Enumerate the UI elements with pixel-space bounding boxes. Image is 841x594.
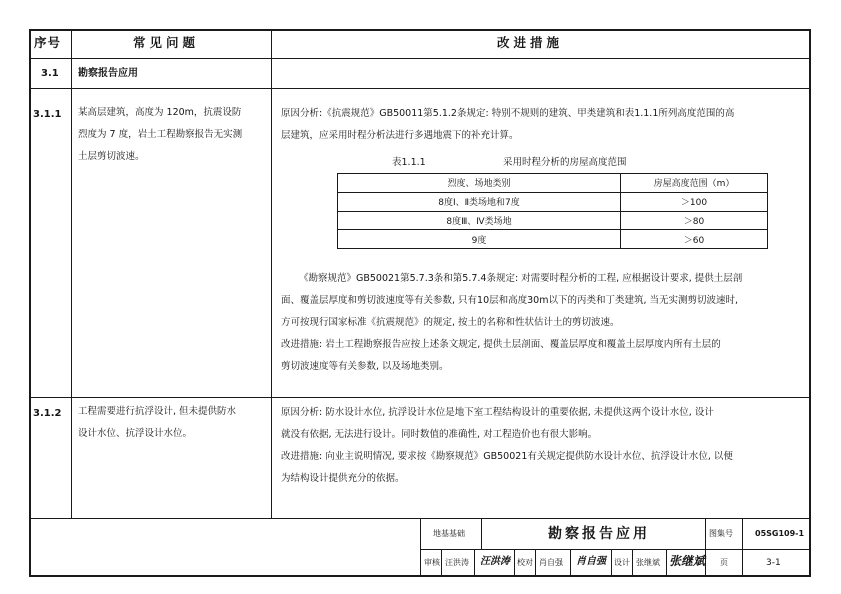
table-cell: ＞60 [621, 230, 768, 249]
border-left [29, 29, 31, 577]
item-measures: 原因分析: 防水设计水位, 抗浮设计水位是地下室工程结构设计的重要依据, 未提供这两个设计水位, 设计 就没有依据, 无法进行设计。同时数值的准确性, 对工程造价也有很大影响。 改进措施: 向业主说明情况, 要求按《勘察规范》GB50021有关规定提供防水设计水位、抗浮设计水位, 以便 为结构设计提供充分的依据。 [281, 407, 733, 484]
tb-design-label: 设计 [614, 558, 630, 567]
tb-atlas-number: 05SG109-1 [755, 529, 805, 538]
tb-vline [742, 518, 743, 576]
table-header-row [338, 174, 768, 193]
tb-sheet-title: 勘察报告应用 [548, 526, 650, 542]
tb-designer: 张继斌 [636, 558, 660, 567]
tb-vline [535, 549, 536, 576]
table-caption-number: 表1.1.1 [392, 157, 426, 168]
header-separator [29, 58, 811, 59]
tb-vline [514, 549, 515, 576]
header-measures: 改进措施 [497, 35, 564, 50]
table-row [338, 192, 768, 211]
table-cell: 8度Ⅰ、Ⅱ类场地和7度 [338, 192, 621, 211]
tb-checker-signature: 肖自强 [576, 556, 606, 567]
tb-checker: 肖自强 [539, 558, 563, 567]
header-problem: 常见问题 [133, 35, 200, 50]
tb-category: 地基基础 [433, 529, 465, 538]
height-range-table [337, 173, 768, 249]
tb-vline [481, 518, 482, 550]
tb-vline [632, 549, 633, 576]
cause-analysis: 原因分析:《抗震规范》GB50011第5.1.2条规定: 特别不规则的建筑、甲类建筑和表1.1.1所列高度范围的高 层建筑，应采用时程分析法进行多遇地震下的补充计算。 [281, 108, 735, 141]
tb-designer-signature: 张继斌 [669, 554, 706, 568]
item-problem: 某高层建筑，高度为 120m，抗震设防 烈度为 7 度，岩土工程勘察报告无实测 土层剪切波速。 [78, 107, 243, 162]
tb-vline [474, 549, 475, 576]
section-number: 3.1 [41, 68, 59, 79]
tb-vline [570, 549, 571, 576]
item-number: 3.1.1 [33, 109, 62, 120]
item-problem: 工程需要进行抗浮设计, 但未提供防水 设计水位、抗浮设计水位。 [78, 406, 237, 439]
tb-vline [420, 518, 421, 576]
col-divider-number [71, 29, 72, 518]
header-number: 序号 [34, 35, 62, 50]
title-block-divider [420, 549, 809, 550]
table-caption-title: 采用时程分析的房屋高度范围 [503, 157, 627, 168]
tb-vline [705, 518, 706, 576]
tb-check-label: 校对 [517, 558, 533, 567]
tb-vline [441, 549, 442, 576]
table-header-cell: 烈度、场地类别 [338, 174, 621, 193]
tb-vline [611, 549, 612, 576]
table-cell: ＞100 [621, 192, 768, 211]
item-separator [29, 397, 811, 398]
tb-page-label: 页 [720, 558, 728, 567]
item-number: 3.1.2 [33, 408, 62, 419]
table-row [338, 230, 768, 249]
section-title: 勘察报告应用 [78, 68, 138, 79]
table-header-cell: 房屋高度范围（m） [621, 174, 768, 193]
code-requirement-note: 《勘察规范》GB50021第5.7.3条和第5.7.4条规定: 对需要时程分析的工程, 应根据设计要求, 提供土层剖 面、覆盖层厚度和剪切波速度等有关参数, 只有10层和高度30m以下的丙类和丁类建筑, 当无实测剪切波速时, 方可按现行国家标准《抗震规范》的规定, 按土的名称和性状估计土的剪切波速。 改进措施: 岩土工程勘察报告应按上述条文规定, 提供土层剖面、覆盖层厚度和覆盖土层厚度内所有土层的 剪切波速度等有关参数, 以及场地类别。 [281, 273, 743, 372]
tb-page-number: 3-1 [766, 558, 781, 568]
table-cell: 9度 [338, 230, 621, 249]
table-row [338, 211, 768, 230]
table-cell: ＞80 [621, 211, 768, 230]
tb-reviewer-signature: 汪洪涛 [480, 556, 510, 567]
border-top [29, 29, 811, 31]
tb-atlas-label: 图集号 [709, 529, 733, 538]
section-separator [29, 88, 811, 89]
tb-reviewer: 汪洪涛 [445, 558, 469, 567]
table-cell: 8度Ⅲ、Ⅳ类场地 [338, 211, 621, 230]
tb-vline [666, 549, 667, 576]
border-right [809, 29, 811, 577]
tb-review-label: 审核 [424, 558, 440, 567]
